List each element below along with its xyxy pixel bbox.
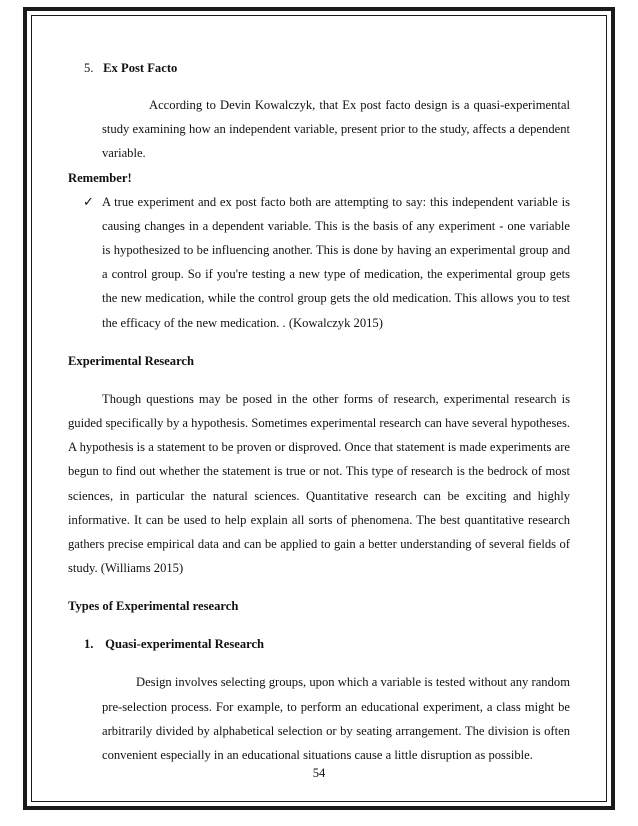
quasi-experimental-number: 1. xyxy=(84,637,94,652)
quasi-experimental-body: Design involves selecting groups, upon which a variable is tested without any random pre-selection process. For example, to perform an educational experiment, a class might be arbitrarily divided by alphabetical selection or by seating arrangement. The division is often convenient especially in an educational situations cause a little disruption as possible. xyxy=(102,675,570,763)
experimental-research-body: Though questions may be posed in the other forms of research, experimental research is guided specifically by a hypothesis. Sometimes experimental research can have several hypotheses. A hypothesis is a statement to be proven or disproved. Once that statement is made experiments are begun to find out whether the statement is true or not. This type of research is the bedrock of most sciences, in particular the natural sciences. Quantitative research can be exciting and highly informative. It can be used to help explain all sorts of phenomena. The best quantitative research gathers precise empirical data and can be applied to gain a better understanding of several fields of study. (Williams 2015) xyxy=(68,391,570,576)
section-5-body: According to Devin Kowalczyk, that Ex post facto design is a quasi-experimental study examining how an independent variable, present prior to the study, affects a dependent variable. xyxy=(102,98,570,161)
remember-heading: Remember! xyxy=(68,170,132,185)
page-content xyxy=(68,56,570,767)
section-5-number: 5. xyxy=(84,61,94,75)
experimental-research-heading: Experimental Research xyxy=(68,353,195,368)
types-heading: Types of Experimental research xyxy=(68,599,239,614)
remember-bullet xyxy=(83,190,570,335)
page-number: 54 xyxy=(312,766,326,780)
section-5-heading xyxy=(84,56,570,80)
remember-bullet-text: A true experiment and ex post facto both are attempting to say: this independent variable is causing changes in a dependent variable. This is the basis of any experiment - one variable is hypothesized to be influencing another. This is done by having an experimental group and a control group. So if you're testing a new type of medication, the experimental group gets the new medication, while the control group gets the old medication. This allows you to test the efficacy of the new medication. . (Kowalczyk 2015) xyxy=(102,194,570,330)
quasi-experimental-title: Quasi-experimental Research xyxy=(105,637,265,652)
quasi-experimental-heading xyxy=(84,632,570,656)
checkmark-icon: ✓ xyxy=(83,193,94,209)
section-5-title: Ex Post Facto xyxy=(103,61,178,75)
